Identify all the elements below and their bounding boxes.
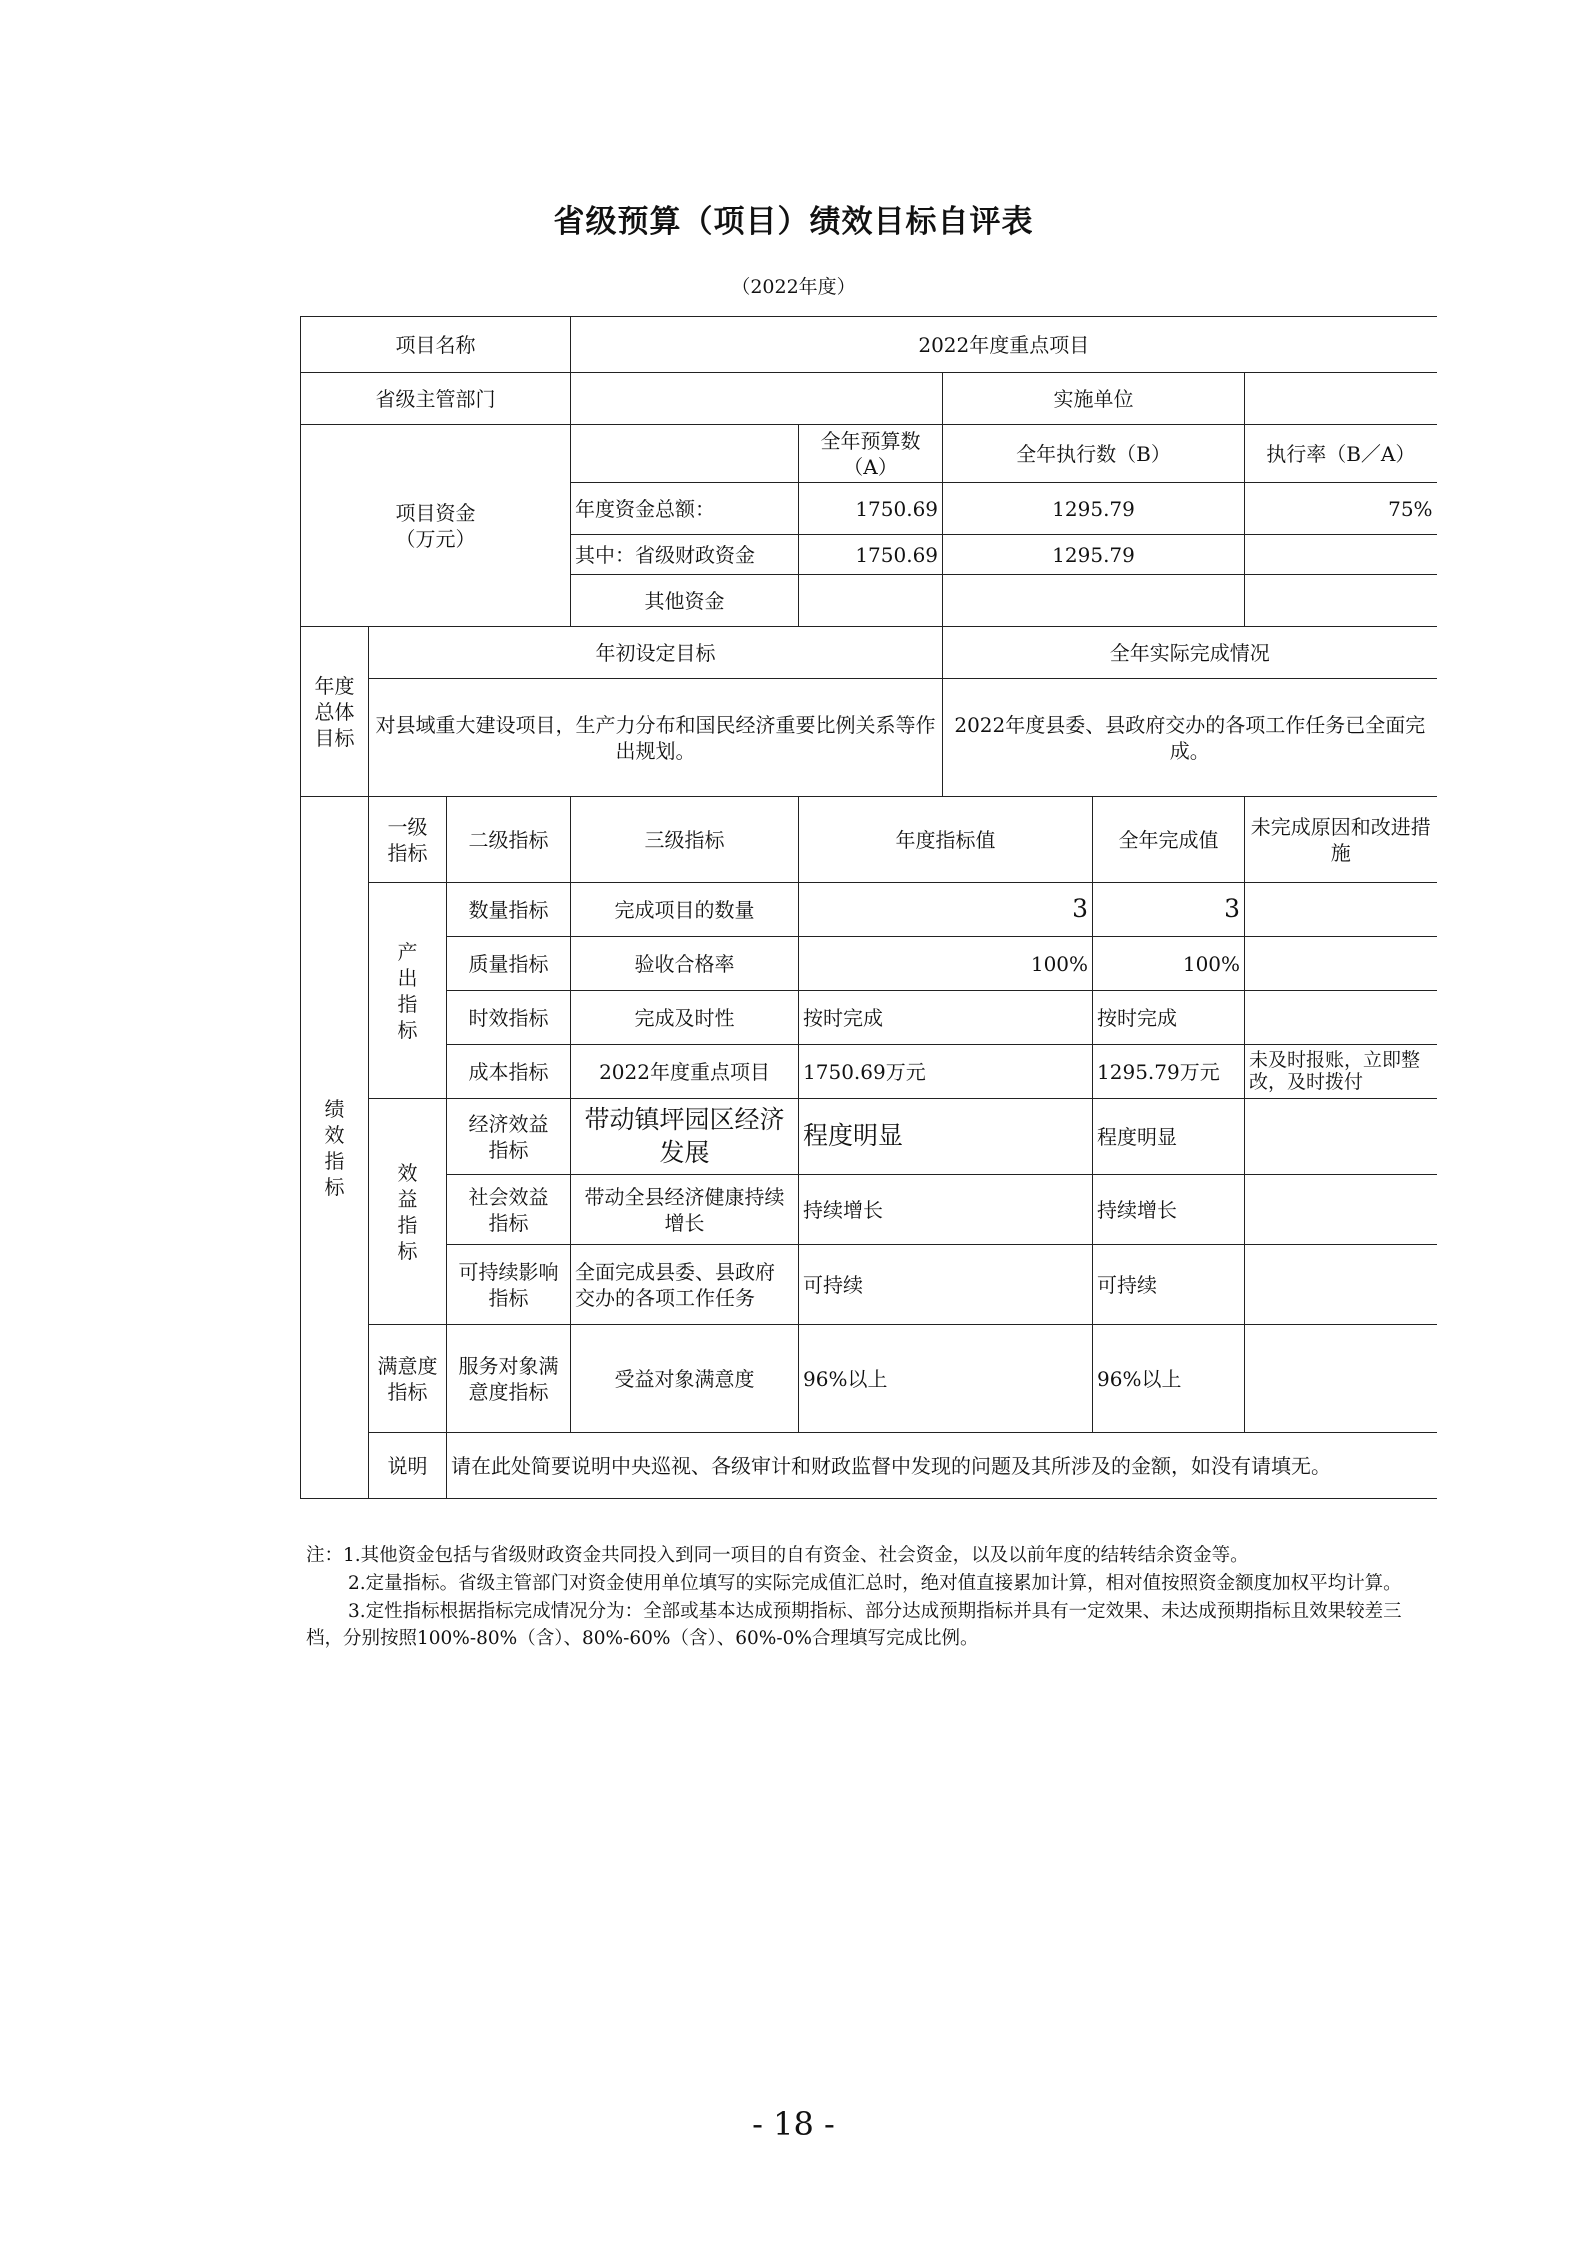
funds-other-rate	[1245, 575, 1437, 627]
output-reason	[1245, 883, 1437, 937]
funds-prov-rate	[1245, 535, 1437, 575]
note-2: 2.定量指标。省级主管部门对资金使用单位填写的实际完成值汇总时，绝对值直接累加计算，相对值按照资金额度加权平均计算。	[348, 1572, 1402, 1594]
impl-value	[1245, 373, 1437, 425]
overall-set-text: 对县域重大建设项目，生产力分布和国民经济重要比例关系等作出规划。	[369, 679, 943, 797]
satisfaction-actual: 96%以上	[1093, 1325, 1245, 1433]
perf-h-level1: 一级 指标	[369, 797, 447, 883]
page-title: 省级预算（项目）绩效目标自评表	[553, 204, 1034, 240]
output-l2: 成本指标	[447, 1045, 571, 1099]
output-l3: 完成项目的数量	[571, 883, 799, 937]
output-reason	[1245, 991, 1437, 1045]
benefit-actual: 持续增长	[1093, 1175, 1245, 1245]
output-target: 1750.69万元	[799, 1045, 1093, 1099]
overall-actual-header: 全年实际完成情况	[943, 627, 1437, 679]
funds-other-label: 其他资金	[571, 575, 799, 627]
output-reason: 未及时报账，立即整改，及时拨付	[1245, 1045, 1437, 1099]
output-l3: 完成及时性	[571, 991, 799, 1045]
dept-value	[571, 373, 943, 425]
satisfaction-label: 满意度 指标	[369, 1325, 447, 1433]
note-1: 注：1.其他资金包括与省级财政资金共同投入到同一项目的自有资金、社会资金，以及以前年度的结转结余资金等。	[306, 1545, 1249, 1566]
output-l2: 数量指标	[447, 883, 571, 937]
benefit-l2: 可持续影响 指标	[447, 1245, 571, 1325]
funds-col-b: 全年执行数（B）	[943, 425, 1245, 483]
perf-label-text: 绩 效 指 标	[324, 1096, 345, 1199]
notes	[306, 1542, 1436, 1653]
output-target: 3	[799, 883, 1093, 937]
overall-actual-text: 2022年度县委、县政府交办的各项工作任务已全面完成。	[943, 679, 1437, 797]
funds-other-a	[799, 575, 943, 627]
remark-label: 说明	[369, 1433, 447, 1499]
perf-h-level2: 二级指标	[447, 797, 571, 883]
overall-set-header: 年初设定目标	[369, 627, 943, 679]
project-name-value: 2022年度重点项目	[571, 317, 1437, 373]
output-actual: 100%	[1093, 937, 1245, 991]
perf-label	[301, 797, 369, 1499]
funds-total-rate: 75%	[1245, 483, 1437, 535]
benefit-actual: 程度明显	[1093, 1099, 1245, 1175]
funds-prov-b: 1295.79	[943, 535, 1245, 575]
funds-prov-a: 1750.69	[799, 535, 943, 575]
benefit-l3: 带动全县经济健康持续增长	[571, 1175, 799, 1245]
satisfaction-target: 96%以上	[799, 1325, 1093, 1433]
output-actual: 按时完成	[1093, 991, 1245, 1045]
satisfaction-l3: 受益对象满意度	[571, 1325, 799, 1433]
funds-blank-header	[571, 425, 799, 483]
remark-text: 请在此处简要说明中央巡视、各级审计和财政监督中发现的问题及其所涉及的金额，如没有请填无。	[447, 1433, 1437, 1499]
benefit-l2: 社会效益 指标	[447, 1175, 571, 1245]
benefit-reason	[1245, 1175, 1437, 1245]
perf-h-actual: 全年完成值	[1093, 797, 1245, 883]
benefit-l3: 带动镇坪园区经济发展	[571, 1099, 799, 1175]
perf-h-level3: 三级指标	[571, 797, 799, 883]
report-year: （2022年度）	[731, 276, 856, 298]
benefit-target: 持续增长	[799, 1175, 1093, 1245]
funds-total-b: 1295.79	[943, 483, 1245, 535]
benefit-target: 可持续	[799, 1245, 1093, 1325]
output-actual: 3	[1093, 883, 1245, 937]
page-number: - 18 -	[752, 2105, 835, 2143]
output-label: 产 出 指 标	[369, 883, 447, 1099]
output-reason	[1245, 937, 1437, 991]
benefit-l3: 全面完成县委、县政府交办的各项工作任务	[571, 1245, 799, 1325]
satisfaction-reason	[1245, 1325, 1437, 1433]
evaluation-table	[300, 316, 1437, 1499]
benefit-reason	[1245, 1099, 1437, 1175]
benefit-reason	[1245, 1245, 1437, 1325]
perf-h-target: 年度指标值	[799, 797, 1093, 883]
output-actual: 1295.79万元	[1093, 1045, 1245, 1099]
benefit-label: 效 益 指 标	[369, 1099, 447, 1325]
funds-total-label: 年度资金总额：	[571, 483, 799, 535]
note-3: 3.定性指标根据指标完成情况分为：全部或基本达成预期指标、部分达成预期指标并具有一定效果、未达成预期指标且效果较差三档，分别按照100%-80%（含）、80%-60%（含）、60%-0%合理填写完成比例。	[306, 1600, 1402, 1650]
benefit-target: 程度明显	[799, 1099, 1093, 1175]
funds-prov-label: 其中：省级财政资金	[571, 535, 799, 575]
funds-col-a: 全年预算数（A）	[799, 425, 943, 483]
funds-other-b	[943, 575, 1245, 627]
funds-total-a: 1750.69	[799, 483, 943, 535]
output-target: 按时完成	[799, 991, 1093, 1045]
benefit-l2: 经济效益 指标	[447, 1099, 571, 1175]
output-l2: 时效指标	[447, 991, 571, 1045]
funds-col-rate: 执行率（B／A）	[1245, 425, 1437, 483]
output-l3: 2022年度重点项目	[571, 1045, 799, 1099]
perf-h-reason: 未完成原因和改进措施	[1245, 797, 1437, 883]
funds-label: 项目资金 （万元）	[301, 425, 571, 627]
satisfaction-l2: 服务对象满 意度指标	[447, 1325, 571, 1433]
output-target: 100%	[799, 937, 1093, 991]
project-name-label: 项目名称	[301, 317, 571, 373]
output-l2: 质量指标	[447, 937, 571, 991]
dept-label: 省级主管部门	[301, 373, 571, 425]
impl-label: 实施单位	[943, 373, 1245, 425]
benefit-actual: 可持续	[1093, 1245, 1245, 1325]
output-l3: 验收合格率	[571, 937, 799, 991]
overall-label: 年度 总体 目标	[301, 627, 369, 797]
